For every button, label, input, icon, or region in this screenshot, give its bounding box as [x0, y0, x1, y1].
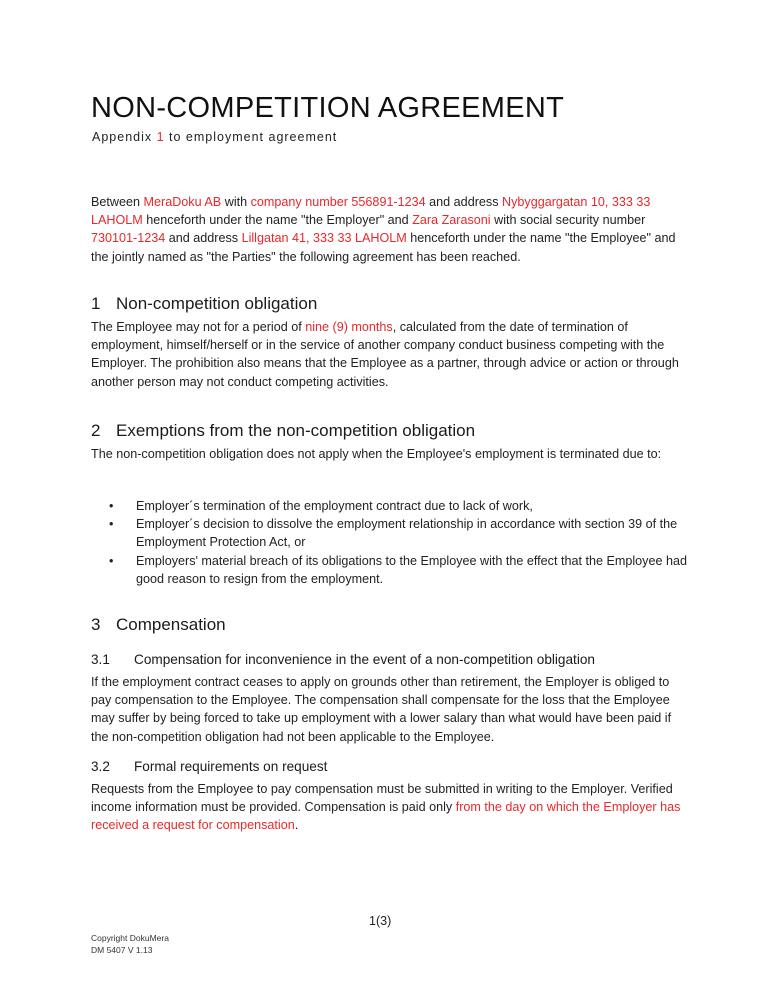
subsection-3-1-heading — [91, 652, 595, 667]
page-number: 1(3) — [369, 914, 392, 928]
footer — [91, 932, 169, 956]
bullet-icon: • — [109, 499, 114, 513]
employee-name: Zara Zarasoni — [412, 213, 491, 228]
non-competition-period: nine (9) months — [305, 320, 393, 334]
document-subtitle — [92, 130, 337, 144]
section-title: Exemptions from the non-competition obligation — [116, 421, 476, 440]
subsection-title: Compensation for inconvenience in the event of a non-competition obligation — [134, 652, 595, 667]
section-title: Compensation — [116, 615, 226, 634]
social-security-number: 730101-1234 — [91, 231, 166, 246]
document-title: NON-COMPETITION AGREEMENT — [91, 92, 565, 124]
list-item-text: Employer´s decision to dissolve the employment relationship in accordance with section 39 of the Employment Protection Act, or — [136, 517, 678, 550]
body-text: The Employee may not for a period of — [91, 320, 306, 334]
intro-text: with — [221, 195, 251, 209]
bullet-icon: • — [109, 517, 114, 532]
company-number: company number 556891-1234 — [250, 195, 426, 209]
section-2-heading — [91, 421, 475, 441]
section-number: 2 — [91, 421, 101, 440]
section-number: 3 — [91, 615, 101, 634]
intro-text: and address — [425, 195, 502, 209]
intro-text: with social security number — [490, 213, 646, 228]
payment-start-condition: from the day on which the Employer has received a request for compensation — [91, 800, 681, 833]
intro-text: henceforth under the name "the Employee" and the jointly named as "the Parties" the following agreement has been reached. — [91, 231, 676, 264]
footer-version: DM 5407 V 1.13 — [91, 945, 153, 955]
list-item-text: Employers' material breach of its obligations to the Employee with the effect that the Employee had good reason to resign from the employment. — [136, 553, 688, 586]
footer-copyright: Copyright DokuMera — [91, 933, 169, 943]
intro-text: Between — [91, 195, 144, 209]
section-1-heading — [91, 294, 317, 314]
subsection-number: 3.1 — [91, 652, 110, 667]
exemptions-list — [109, 497, 689, 588]
subsection-3-2-body — [91, 780, 691, 835]
subsection-title: Formal requirements on request — [134, 759, 328, 774]
section-3-heading — [91, 615, 226, 635]
appendix-number: 1 — [156, 130, 165, 144]
subtitle-text: to employment agreement — [164, 130, 338, 144]
employer-address: Nybyggargatan 10, 333 33 LAHOLM — [91, 195, 651, 228]
subsection-3-1-body: If the employment contract ceases to apply on grounds other than retirement, the Employer is obliged to pay compensation to the Employee. The compensation shall compensate for the loss that the Employee may suffer by being forced to take up employment with a lower salary than what would have been paid if the non-competition obligation had not been applicable to the Employee. — [91, 675, 672, 744]
bullet-icon: • — [109, 553, 114, 568]
list-item — [109, 515, 689, 551]
body-text: . — [294, 818, 299, 833]
section-title: Non-competition obligation — [116, 294, 318, 313]
intro-text: and address — [165, 231, 242, 246]
subsection-3-2-heading — [91, 759, 327, 774]
subtitle-text: Appendix — [92, 130, 157, 144]
employer-name: MeraDoku AB — [143, 195, 222, 209]
intro-text: henceforth under the name "the Employer" and — [142, 213, 413, 228]
list-item-text: Employer´s termination of the employment contract due to lack of work, — [136, 499, 533, 513]
list-item — [109, 497, 689, 515]
body-text: , calculated from the date of termination of employment, himself/herself or in the service of another company conduct business competing with the Employer. The prohibition also means that the Employee as a partner, through advice or action or through another person may not conduct competing activities. — [91, 320, 679, 389]
subsection-number: 3.2 — [91, 759, 110, 774]
list-item — [109, 552, 689, 588]
section-2-body: The non-competition obligation does not apply when the Employee's employment is terminated due to: — [91, 447, 662, 461]
employee-address: Lillgatan 41, 333 33 LAHOLM — [241, 231, 407, 246]
section-1-body — [91, 318, 691, 391]
section-number: 1 — [91, 294, 101, 313]
intro-paragraph — [91, 193, 691, 266]
body-text: Requests from the Employee to pay compensation must be submitted in writing to the Employer. Verified income information must be provided. Compensation is paid only — [91, 782, 673, 815]
